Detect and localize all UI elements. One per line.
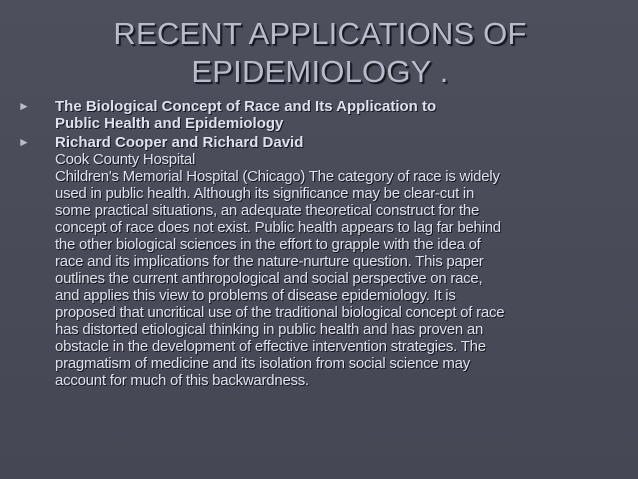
authors: Richard Cooper and Richard David [55, 134, 304, 151]
bullet-arrow-icon: ► [18, 135, 30, 149]
article-title: The Biological Concept of Race and Its Application to Public Health and Epidemiology [55, 98, 437, 132]
abstract-text: Cook County Hospital Children's Memorial Hospital (Chicago) The category of race is widely used in public health. Although its significance may be clear-cut in some practical situations, an adequate theoretical construct for the concept of race does not exist. Public health appears to lag far behind the other biological sciences in the effort to grapple with the idea of race and its implications for the nature-nurture question. This paper outlines the current anthropological and social perspective on race, and applies this view to problems of disease epidemiology. It is proposed that uncritical use of the traditional biological concept of race has distorted etiological thinking in public health and has proven an obstacle in the development of effective intervention strategies. The pragmatism of medicine and its isolation from social science may account for much of this backwardness. [55, 151, 505, 389]
bullet-arrow-icon: ► [18, 99, 30, 113]
slide-title: RECENT APPLICATIONS OF EPIDEMIOLOGY . [113, 16, 527, 89]
bullet-item-article-title [12, 98, 612, 132]
bullet-list [12, 98, 612, 389]
bullet-item-authors [12, 134, 612, 389]
